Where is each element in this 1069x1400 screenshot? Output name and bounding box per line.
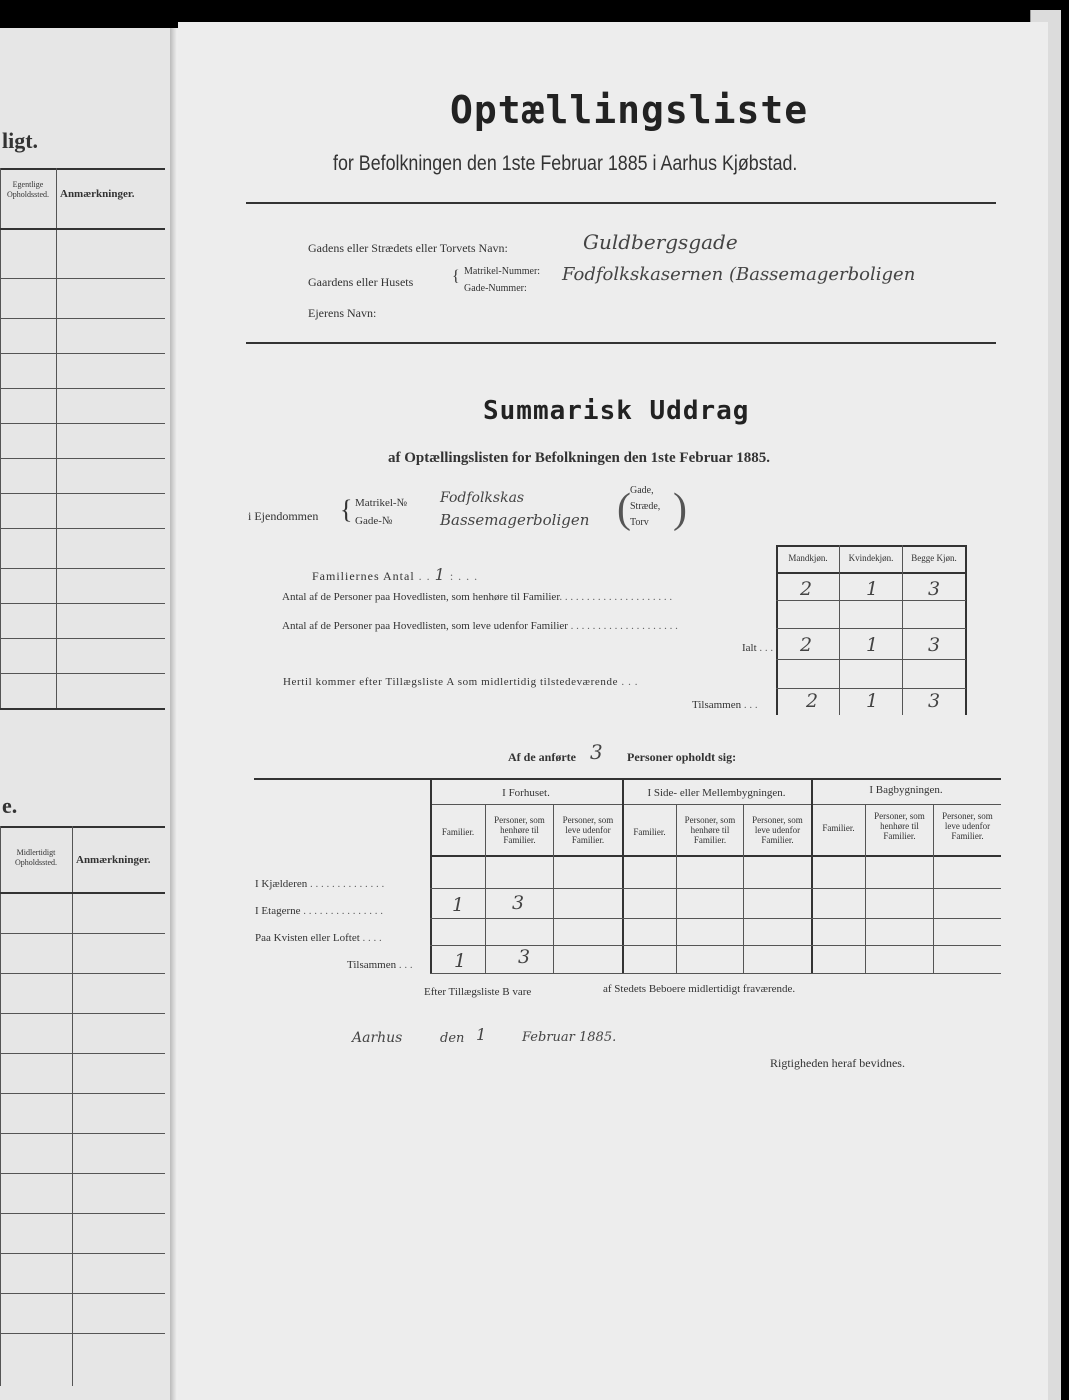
matrikel-no-label: Matrikel-№ [355,497,408,509]
sign-place: Aarhus [352,1030,403,1046]
familier-value: 1 [434,565,446,584]
left-col-anm-2: Anmærkninger. [76,854,151,866]
street-label: Gadens eller Strædets eller Torvets Navn: [308,241,508,255]
gaard-value: Fodfolkskasernen (Bassemagerboligen [562,264,916,285]
sign-month-year: Februar 1885. [522,1030,617,1045]
sub-udenfor-3: Personer, som leve udenfor Familier. [942,811,993,841]
row-udenfor-label: Antal af de Personer paa Hovedlisten, som leve udenfor Familier . . . . . . . . . . . . . . . . . . . . [282,620,678,632]
gaard-label: Gaardens eller Husets [308,275,414,289]
ejendom-brace: { [340,495,353,524]
row-tilsammen-2-label: Tilsammen . . . [347,959,413,971]
sub-familier-2: Familier. [633,827,666,837]
sub-henhore-2: Personer, som henhøre til Familier. [684,815,736,845]
sub-familier-3: Familier. [822,823,855,833]
tilsammen-personer: 3 [518,946,531,968]
gade-no-value: Bassemagerboligen [440,511,590,529]
group-forhuset: I Forhuset. [502,787,550,799]
left-heading-1: ligt. [2,128,39,153]
sub-henhore-1: Personer, som henhøre til Familier. [494,815,545,845]
gade-opt-1: Gade, [630,485,654,496]
left-page [0,28,178,1400]
gade-no-label: Gade-№ [355,515,393,527]
tilsammen-mand: 2 [806,690,819,712]
gade-brace-right: ) [673,486,687,532]
henhore-begge: 3 [928,578,941,600]
gade-brace-left: ( [617,486,631,532]
opholdt-prefix: Af de anførte [508,750,576,764]
tilsammen-familier: 1 [454,950,467,972]
etager-personer: 3 [512,892,525,914]
gadenr-label: Gade-Nummer: [464,283,527,294]
opholdt-count: 3 [590,740,603,764]
row-tillaeg-a-label: Hertil kommer efter Tillægsliste A som midlertidig tilstedeværende . . . [283,676,639,688]
col-begge-kjon: Begge Kjøn. [911,553,957,563]
row-kjaelder-label: I Kjælderen . . . . . . . . . . . . . . [255,878,385,890]
left-col-midlertidigt: Midlertidigt Opholdssted. [15,848,57,867]
row-tilsammen-label: Tilsammen . . . [692,699,758,711]
col-mandkjon: Mandkjøn. [788,553,828,563]
row-henhore-label: Antal af de Personer paa Hovedlisten, som henhøre til Familier. . . . . . . . . . . . . . . . . . . . . [282,591,673,603]
tilsammen-begge: 3 [928,690,941,712]
matrikel-label: Matrikel-Nummer: [464,266,541,277]
summary-title: Summarisk Uddrag [483,396,750,426]
gade-opt-2: Stræde, [630,501,661,512]
summary-subtitle: af Optællingslisten for Befolkningen den 1ste Februar 1885. [388,450,770,466]
group-sidebygning: I Side- eller Mellembygningen. [647,787,786,799]
form-subtitle: for Befolkningen den 1ste Februar 1885 i Aarhus Kjøbstad. [333,152,798,175]
sub-udenfor-1: Personer, som leve udenfor Familier. [562,815,614,845]
footnote-a: Efter Tillægsliste B vare [424,986,532,998]
footnote-b: af Stedets Beboere midlertidigt fraværende. [603,983,796,995]
matrikel-no-value: Fodfolkskas [440,490,525,506]
ialt-kvinde: 1 [866,634,879,656]
henhore-mand: 2 [800,578,813,600]
owner-label: Ejerens Navn: [308,306,377,320]
left-col-egentlige: Egentlige Opholdssted. [7,180,49,199]
sub-udenfor-2: Personer, som leve udenfor Familier. [752,815,803,845]
row-familier-label: Familiernes Antal . . 1 : . . . [312,565,479,584]
certify-text: Rigtigheden heraf bevidnes. [770,1056,905,1070]
row-ialt-label: Ialt . . . [742,642,774,654]
sign-day: 1 [476,1025,487,1044]
opholdt-suffix: Personer opholdt sig: [627,750,737,764]
col-kvindekjon: Kvindekjøn. [848,553,894,563]
row-kvist-label: Paa Kvisten eller Loftet . . . . [255,932,382,944]
left-heading-2: e. [2,793,18,818]
tilsammen-kvinde: 1 [866,690,879,712]
sign-den: den [440,1031,465,1046]
form-title: Optællingsliste [450,88,809,132]
gaard-brace: { [452,268,460,285]
ejendom-label: i Ejendommen [248,509,319,523]
henhore-kvinde: 1 [866,578,879,600]
group-bagbygning: I Bagbygningen. [869,784,943,796]
sub-familier-1: Familier. [441,827,475,837]
sub-henhore-3: Personer, som henhøre til Familier. [874,811,925,841]
row-etager-label: I Etagerne . . . . . . . . . . . . . . . [255,905,383,917]
gade-opt-3: Torv [630,517,649,528]
etager-familier: 1 [452,894,465,916]
ialt-mand: 2 [800,634,813,656]
ialt-begge: 3 [928,634,941,656]
left-col-anm-1: Anmærkninger. [60,188,135,200]
street-value: Guldbergsgade [583,230,738,254]
census-form-page [178,22,1048,1400]
